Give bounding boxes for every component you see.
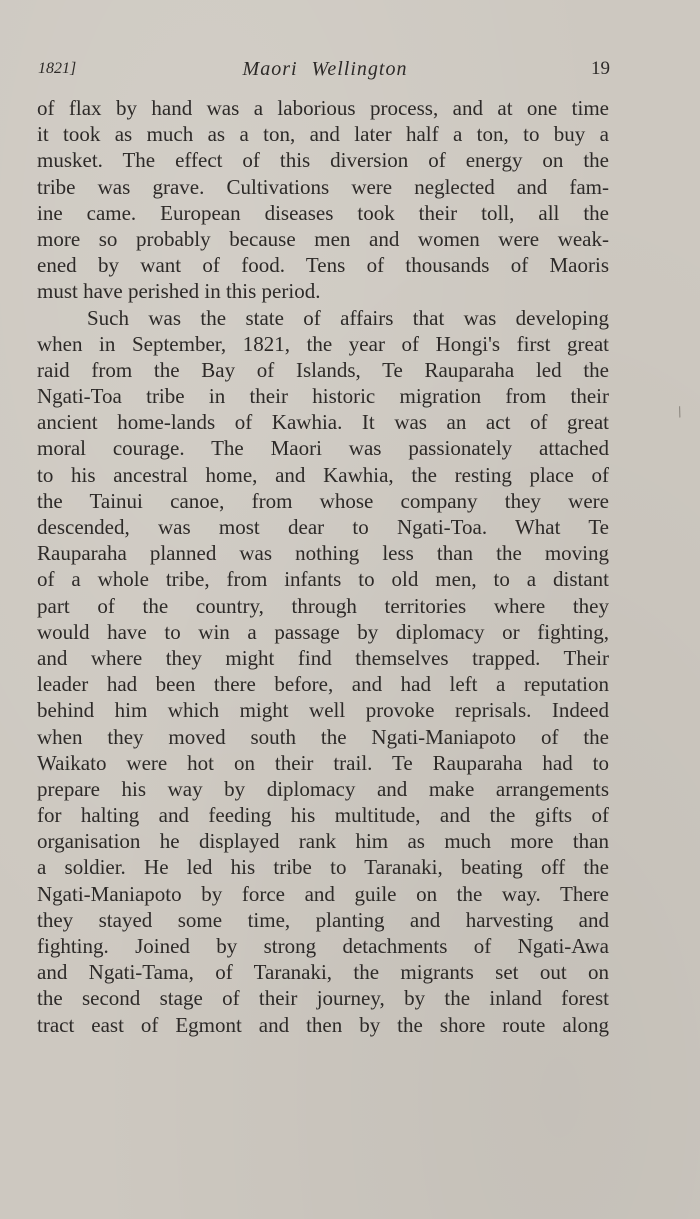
header-title: Maori Wellington	[242, 58, 408, 80]
text-line: of flax by hand was a laborious process, and at one time	[37, 96, 609, 120]
text-line: the second stage of their journey, by the inland forest	[37, 986, 609, 1011]
text-line: more so probably because men and women were weak-	[37, 226, 609, 251]
text-line: when in September, 1821, the year of Hongi's first great	[37, 331, 609, 356]
text-line: the Tainui canoe, from whose company they were	[37, 488, 609, 513]
text-line: they stayed some time, planting and harvesting and	[37, 907, 609, 932]
text-line: Waikato were hot on their trail. Te Rauparaha had to	[37, 750, 609, 775]
text-line: tribe was grave. Cultivations were neglected and fam-	[37, 174, 609, 199]
text-line: fighting. Joined by strong detachments of Ngati-Awa	[37, 934, 609, 958]
text-line: must have perished in this period.	[37, 279, 321, 304]
text-line: for halting and feeding his multitude, and the gifts of	[37, 803, 609, 828]
text-line: tract east of Egmont and then by the shore route along	[37, 1012, 609, 1037]
text-line: Such was the state of affairs that was developing	[87, 305, 609, 330]
header-year: 1821]	[38, 60, 77, 77]
text-line: musket. The effect of this diversion of energy on the	[37, 148, 609, 173]
text-line: would have to win a passage by diplomacy or fighting,	[37, 619, 609, 644]
text-line: a soldier. He led his tribe to Taranaki, beating off the	[37, 855, 609, 880]
text-line: ancient home-lands of Kawhia. It was an act of great	[37, 410, 609, 435]
text-line: moral courage. The Maori was passionately attached	[37, 436, 609, 461]
text-line: it took as much as a ton, and later half a ton, to buy a	[37, 122, 609, 147]
text-line: ened by want of food. Tens of thousands of Maoris	[37, 253, 609, 278]
text-line: raid from the Bay of Islands, Te Rauparaha led the	[37, 357, 609, 382]
text-line: Rauparaha planned was nothing less than the moving	[37, 541, 609, 566]
text-line: and Ngati-Tama, of Taranaki, the migrants set out on	[37, 960, 609, 985]
text-line: to his ancestral home, and Kawhia, the resting place of	[37, 462, 609, 487]
text-line: descended, was most dear to Ngati-Toa. What Te	[37, 515, 609, 539]
text-line: Ngati-Toa tribe in their historic migration from their	[37, 384, 609, 409]
text-line: part of the country, through territories where they	[37, 593, 609, 618]
running-header	[38, 58, 612, 86]
text-line: of a whole tribe, from infants to old men, to a distant	[37, 567, 609, 592]
text-line: when they moved south the Ngati-Maniapoto of the	[37, 724, 609, 749]
page-number: 19	[591, 58, 610, 79]
text-line: prepare his way by diplomacy and make arrangements	[37, 776, 609, 801]
text-line: ine came. European diseases took their toll, all the	[37, 200, 609, 225]
text-line: organisation he displayed rank him as much more than	[37, 829, 609, 854]
margin-pencil-mark: /	[675, 403, 686, 422]
text-line: Ngati-Maniapoto by force and guile on the way. There	[37, 881, 609, 906]
text-line: and where they might find themselves trapped. Their	[37, 645, 609, 670]
text-line: behind him which might well provoke reprisals. Indeed	[37, 698, 609, 723]
text-line: leader had been there before, and had left a reputation	[37, 672, 609, 697]
body-text	[37, 95, 609, 1038]
